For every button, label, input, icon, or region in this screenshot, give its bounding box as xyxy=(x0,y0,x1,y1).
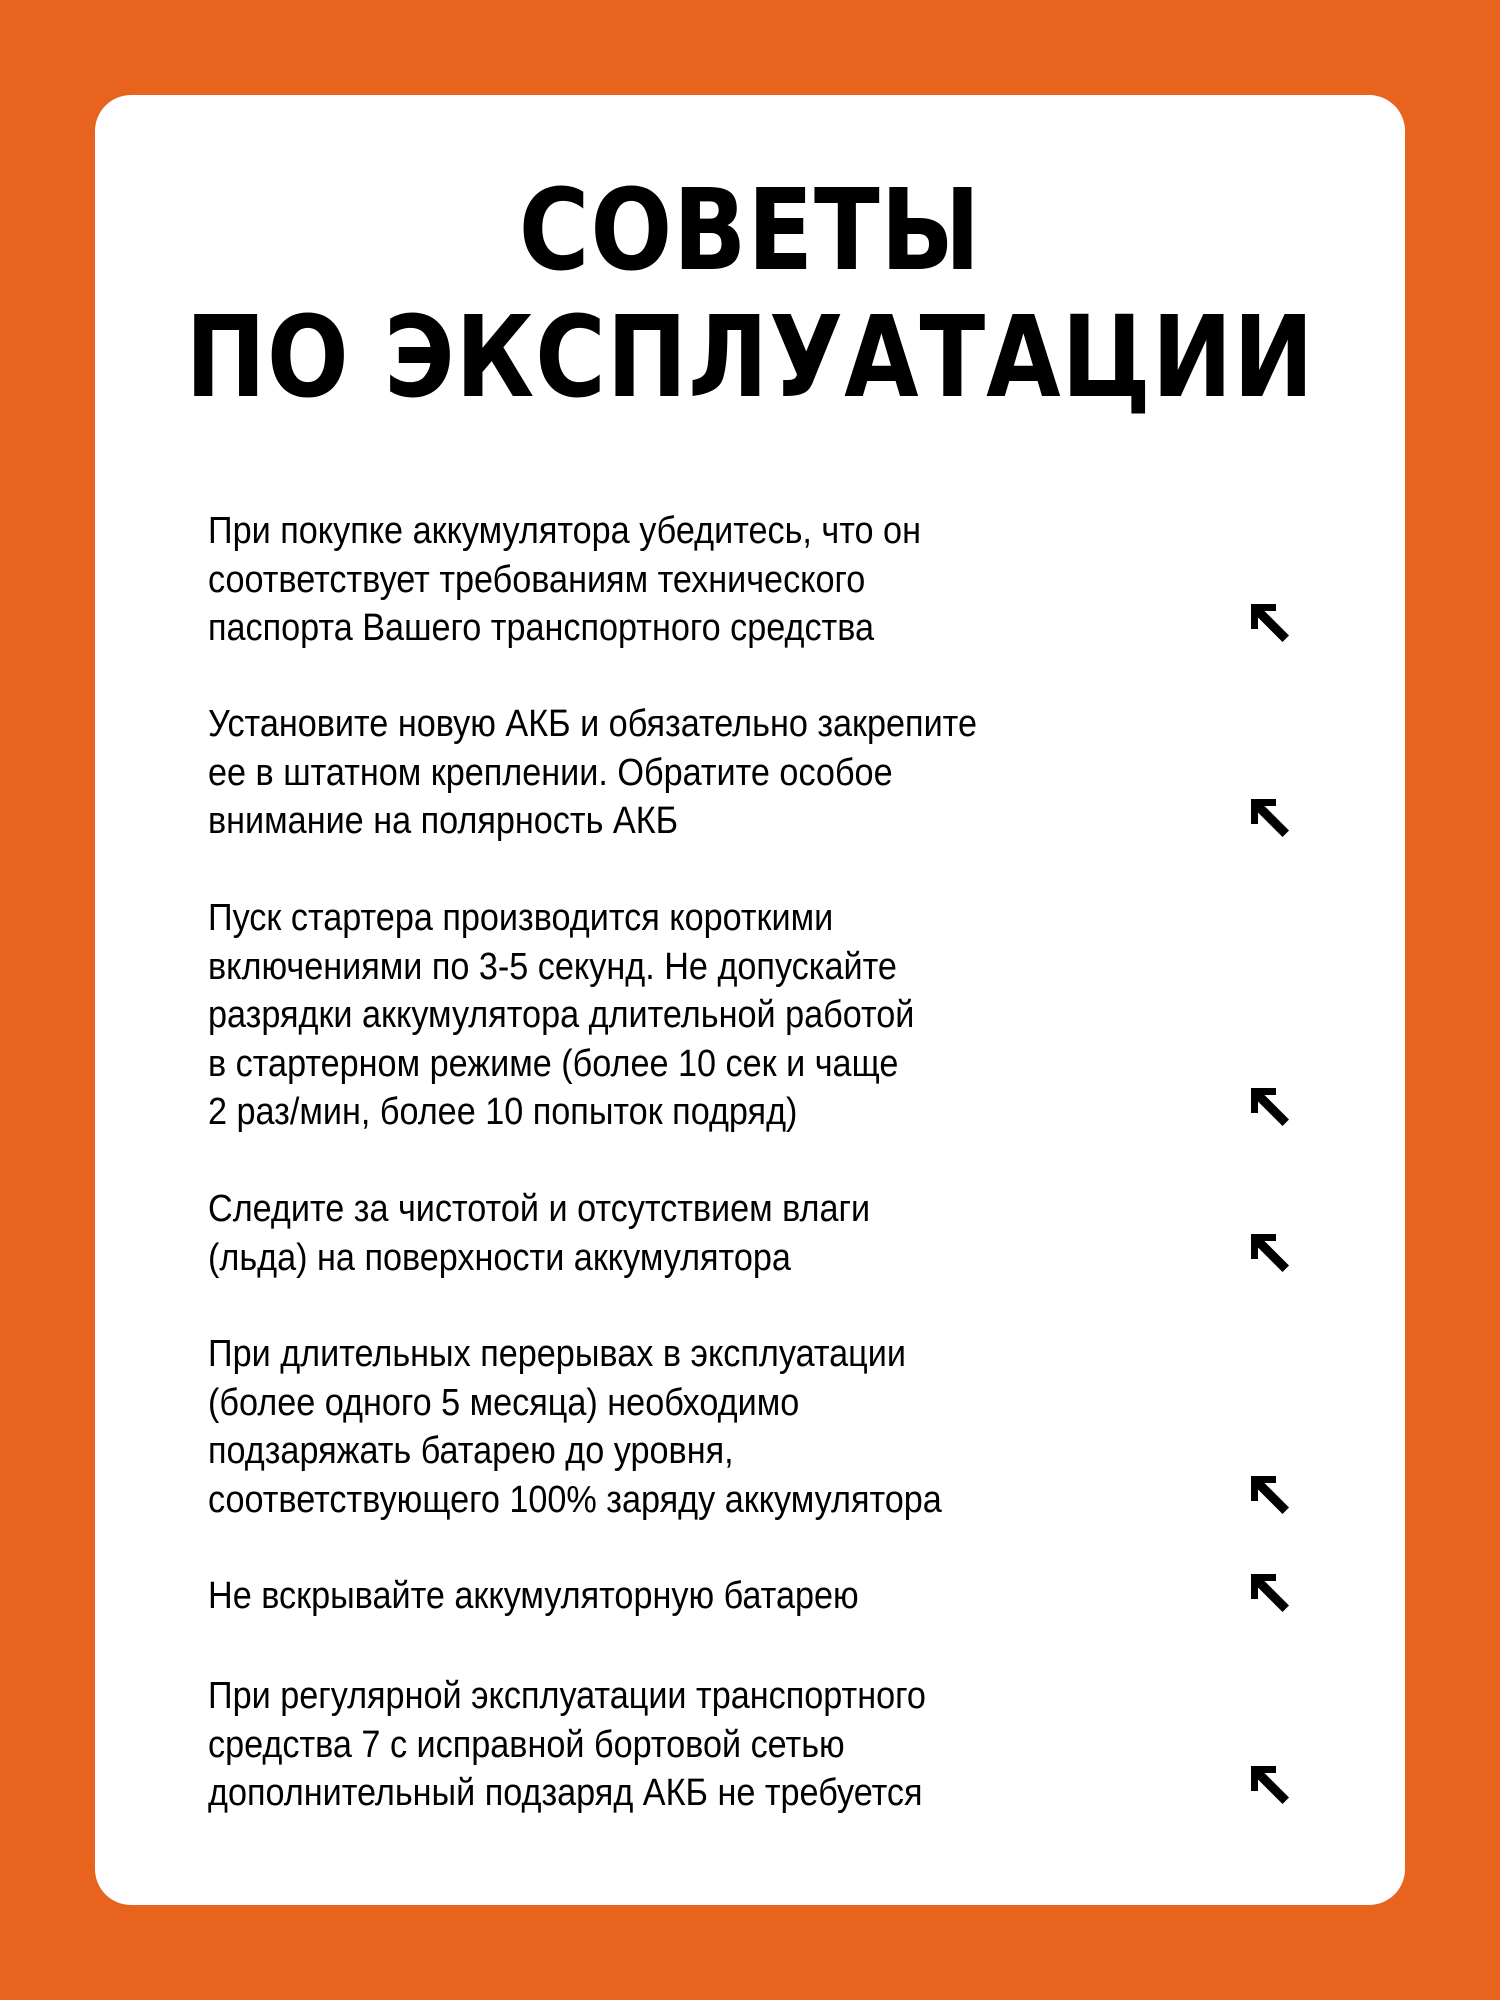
tip-item xyxy=(208,894,1303,1137)
tip-line: 2 раз/мин, более 10 попыток подряд) xyxy=(208,1091,798,1133)
tip-item xyxy=(208,1330,1303,1524)
tip-line: При покупке аккумулятора убедитесь, что он xyxy=(208,510,921,552)
page-title xyxy=(105,166,1395,423)
title-line-2: ПО ЭКСПЛУАТАЦИИ xyxy=(185,293,1315,423)
tip-item xyxy=(208,700,1303,846)
tip-item xyxy=(208,507,1303,653)
tip-line: паспорта Вашего транспортного средства xyxy=(208,607,875,649)
tip-line: соответствующего 100% заряду аккумулятора xyxy=(208,1478,942,1521)
tip-line: подзаряжать батарею до уровня, xyxy=(208,1430,734,1472)
tip-line: (более одного 5 месяца) необходимо xyxy=(208,1381,800,1424)
tip-line: соответствует требованиям технического xyxy=(208,558,866,601)
tip-item xyxy=(208,1185,1303,1282)
tip-text xyxy=(208,1185,1194,1282)
tip-line: Не вскрывайте аккумуляторную батарею xyxy=(208,1575,859,1617)
tip-line: в стартерном режиме (более 10 сек и чаще xyxy=(208,1042,899,1085)
tip-line: Установите новую АКБ и обязательно закрепите xyxy=(208,703,977,745)
tip-line: дополнительный подзаряд АКБ не требуется xyxy=(208,1772,923,1814)
arrow-up-left-icon xyxy=(1245,1228,1295,1278)
tip-text xyxy=(208,894,1194,1137)
arrow-up-left-icon xyxy=(1245,1470,1295,1520)
tip-line: (льда) на поверхности аккумулятора xyxy=(208,1236,791,1279)
tip-line: включениями по 3-5 секунд. Не допускайте xyxy=(208,945,897,988)
tip-item xyxy=(208,1572,1303,1621)
tip-text xyxy=(208,1672,1194,1818)
tip-line: Следите за чистотой и отсутствием влаги xyxy=(208,1188,871,1230)
tip-text xyxy=(208,700,1194,846)
tip-line: При регулярной эксплуатации транспортного xyxy=(208,1675,926,1717)
tip-text xyxy=(208,507,1194,653)
tip-line: ее в штатном креплении. Обратите особое xyxy=(208,751,893,794)
arrow-up-left-icon xyxy=(1245,1568,1295,1618)
arrow-up-left-icon xyxy=(1245,1082,1295,1132)
arrow-up-left-icon xyxy=(1245,598,1295,648)
arrow-up-left-icon xyxy=(1245,793,1295,843)
tip-text xyxy=(208,1330,1194,1524)
tip-item xyxy=(208,1672,1303,1818)
tip-line: разрядки аккумулятора длительной работой xyxy=(208,994,915,1036)
tip-line: При длительных перерывах в эксплуатации xyxy=(208,1333,906,1375)
tip-line: Пуск стартера производится короткими xyxy=(208,897,834,939)
title-line-1: СОВЕТЫ xyxy=(518,166,982,296)
tip-line: внимание на полярность АКБ xyxy=(208,800,679,842)
tip-text xyxy=(208,1572,1194,1621)
tip-line: средства 7 с исправной бортовой сетью xyxy=(208,1723,845,1766)
arrow-up-left-icon xyxy=(1245,1760,1295,1810)
